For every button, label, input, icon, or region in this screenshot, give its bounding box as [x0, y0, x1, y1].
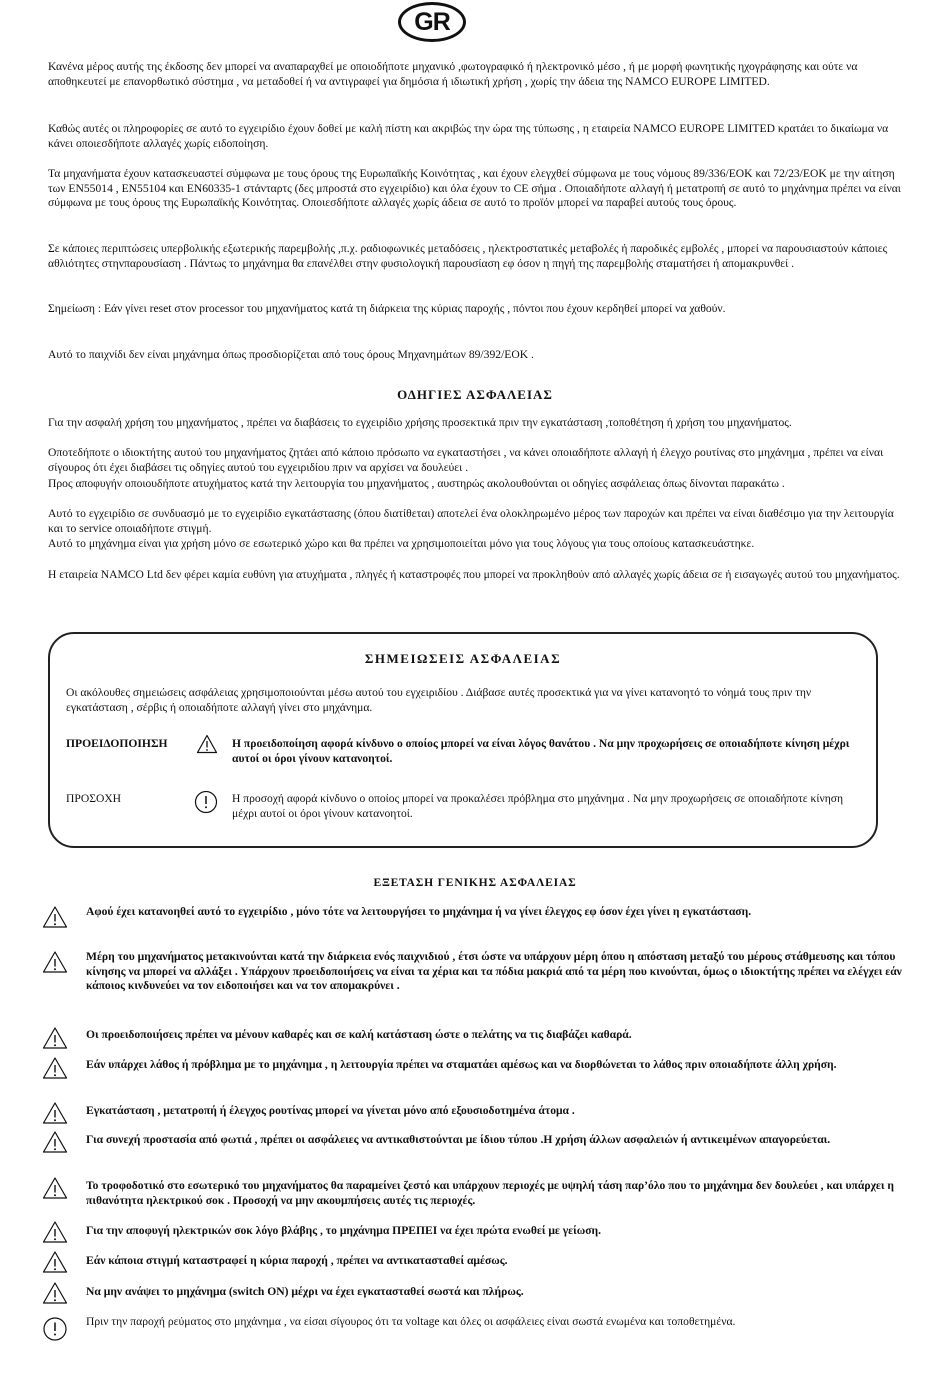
interference-paragraph: Σε κάποιες περιπτώσεις υπερβολικής εξωτερικής παρεμβολής ,π.χ. ραδιοφωνικές μεταδόσεις , ηλεκτροστατικές μεταβολές ή παροδικές εμβολές , μπορεί να παρουσιαστούν κάποιες αθλιότητες στηνπαρουσίαση . Πάντως το μηχάνημα θα επανέλθει στην φυσιολογική παρουσίαση εφ όσον η πηγή της παρεμβολής σταματήσει ή απομακρυνθεί . [48, 242, 888, 270]
warning-label: ΠΡΟΕΙΔΟΠΟΙΗΣΗ [66, 737, 168, 750]
machinery-paragraph: Αυτό το παιχνίδι δεν είναι μηχάνημα όπως προσδιορίζεται από τους όρους Μηχανημάτων 89/392/ΕΟΚ . [48, 348, 534, 361]
safety-instruction-paragraph: Αυτό το μηχάνημα είναι για χρήση μόνο σε εσωτερικό χώρο και θα πρέπει να χρησιμοποιείται μόνο για τους λόγους για τους οποίους κατασκευάστηκε. [48, 537, 755, 550]
safety-instruction-paragraph: Η εταιρεία NAMCO Ltd δεν φέρει καμία ευθύνη για ατυχήματα , πληγές ή καταστροφές που μπορεί να προκληθούν από αλλαγές χωρίς άδεια σε ή εισαγωγές αυτού του μηχανήματος. [48, 568, 900, 581]
caution-text: Η προσοχή αφορά κίνδυνο ο οποίος μπορεί να προκαλέσει πρόβλημα στο μηχάνημα . Να μην προχωρήσεις σε οποιαδήποτε κίνηση μέχρι αυτοί οι όροι γίνουν κατανοητοί. [232, 792, 844, 820]
warning-triangle-icon [42, 1101, 68, 1125]
safety-notes-box [48, 632, 878, 848]
warning-triangle-icon [42, 1250, 68, 1274]
reset-note-paragraph: Σημείωση : Εάν γίνει reset στον processor του μηχανήματος κατά τη διάρκεια της κύριας παροχής , πόντοι που έχουν κερδηθεί μπορεί να χαθούν. [48, 302, 726, 315]
warning-triangle-icon [42, 1220, 68, 1244]
warning-triangle-icon [196, 734, 218, 754]
safety-item-text: Για την αποφυγή ηλεκτρικών σοκ λόγο βλάβης , το μηχάνημα ΠΡΕΠΕΙ να έχει πρώτα ενωθεί με γείωση. [86, 1224, 601, 1237]
safety-instruction-paragraph: Αυτό το εγχειρίδιο σε συνδυασμό με το εγχειρίδιο εγκατάστασης (όπου διατίθεται) αποτελεί ένα ολοκληρωμένο μέρος των παροχών και πρέπει να είναι διαθέσιμο για την λειτουργία και το service οποιαδήποτε στιγμή. [48, 507, 894, 535]
safety-notes-title: ΣΗΜΕΙΩΣΕΙΣ ΑΣΦΑΛΕΙΑΣ [364, 651, 562, 666]
safety-item-text: Το τροφοδοτικό στο εσωτερικό του μηχανήματος θα παραμείνει ζεστό και υπάρχουν περιοχές με υψηλή τάση παρ’όλο που το μηχάνημα δεν δουλεύει , και υπάρχει η πιθανότητα ηλεκτρικού σοκ . Προσοχή να μην ακουμπήσεις αυτές τις περιοχές. [86, 1179, 894, 1207]
warning-text: Η προειδοποίηση αφορά κίνδυνο ο οποίος μπορεί να είναι λόγος θανάτου . Να μην προχωρήσεις σε οποιαδήποτε κίνηση μέχρι αυτοί οι όροι γίνουν κατανοητοί. [232, 737, 850, 765]
safety-notes-intro: Οι ακόλουθες σημειώσεις ασφάλειας χρησιμοποιούνται μέσω αυτού του εγχειριδίου . Διάβασε αυτές προσεκτικά για να γίνει κατανοητό το νόημά τους πριν την εγκατάσταση , σέρβις ή οποιαδήποτε αλλαγή γίνει στο μηχάνημα. [66, 686, 812, 714]
disclaimer-paragraph: Καθώς αυτές οι πληροφορίες σε αυτό το εγχειρίδιο έχουν δοθεί με καλή πίστη και ακριβώς την ώρα της τύπωσης , η εταιρεία NAMCO EUROPE LIMITED κρατάει το δικαίωμα να κάνει οποιεσδήποτε αλλαγές χωρίς ειδοποίηση. [48, 122, 889, 150]
caution-label: ΠΡΟΣΟΧΗ [66, 792, 122, 805]
warning-triangle-icon [42, 1056, 68, 1080]
safety-item-text: Εάν κάποια στιγμή καταστραφεί η κύρια παροχή , πρέπει να αντικατασταθεί αμέσως. [86, 1254, 508, 1267]
safety-instruction-paragraph: Οποτεδήποτε ο ιδιοκτήτης αυτού του μηχανήματος ζητάει από κάποιο πρόσωπο να εγκαταστήσει , να κάνει οποιαδήποτε αλλαγή ή έλεγχο ρουτίνας στο μηχάνημα , πρέπει να είναι σίγουρος ότι έχει διαβάσει τις οδηγίες αυτού του εγχειριδίου πριν να αρχίσει να δουλεύει . [48, 446, 884, 474]
warning-triangle-icon [42, 1176, 68, 1200]
safety-item-text: Αφού έχει κατανοηθεί αυτό το εγχειρίδιο , μόνο τότε να λειτουργήσει το μηχάνημα ή να γίνει έλεγχος εφ όσον έχει γίνει η εγκατάσταση. [86, 905, 752, 918]
warning-triangle-icon [42, 905, 68, 929]
warning-triangle-icon [42, 1281, 68, 1305]
warning-triangle-icon [42, 1130, 68, 1154]
safety-instruction-paragraph: Για την ασφαλή χρήση του μηχανήματος , πρέπει να διαβάσεις το εγχειρίδιο χρήσης προσεκτικά πριν την εγκατάσταση ,τοποθέτηση ή χρήση του μηχανήματος. [48, 416, 792, 429]
safety-item-text: Πριν την παροχή ρεύματος στο μηχάνημα , να είσαι σίγουρος ότι τα voltage και όλες οι ασφάλειες είναι σωστά ενωμένα και τοποθετημένα. [86, 1315, 736, 1328]
warning-triangle-icon [42, 1026, 68, 1050]
caution-circle-icon [42, 1316, 68, 1340]
compliance-paragraph: Τα μηχανήματα έχουν κατασκευαστεί σύμφωνα με τους όρους της Ευρωπαϊκής Κοινότητας , και έχουν ελεγχθεί σύμφωνα με τους νόμους 89/336/ΕΟΚ και 72/23/ΕΟΚ με την αίτηση των EN55014 , EN55104 και EN60335-1 στάνταρτς (δες μπροστά στο εγχειρίδιο) και όλα έχουν το CE σήμα . Οποιαδήποτε αλλαγή ή μετατροπή σε αυτό το μηχάνημα πρέπει να είναι σύμφωνα με τους όρους της Ευρωπαϊκής Κοινότητας. Οποιεσδήποτε αλλαγές χωρίς άδεια σε αυτό το προϊόν μπορεί να παραβεί αυτούς τους όρους. [48, 167, 901, 210]
safety-item-text: Να μην ανάψει το μηχάνημα (switch ON) μέχρι να έχει εγκατασταθεί σωστά και πλήρως. [86, 1285, 524, 1298]
safety-item-text: Για συνεχή προστασία από φωτιά , πρέπει οι ασφάλειες να αντικαθιστούνται με ίδιου τύπου .Η χρήση άλλων ασφαλειών ή αντικειμένων απαγορεύεται. [86, 1133, 831, 1146]
general-safety-title: ΕΞΕΤΑΣΗ ΓΕΝΙΚΗΣ ΑΣΦΑΛΕΙΑΣ [373, 876, 577, 889]
safety-item-text: Εάν υπάρχει λάθος ή πρόβλημα με το μηχάνημα , η λειτουργία πρέπει να σταματάει αμέσως και να διορθώνεται το λάθος πριν οποιαδήποτε άλλη χρήση. [86, 1058, 837, 1071]
warning-triangle-icon [42, 950, 68, 974]
safety-item-text: Μέρη του μηχανήματος μετακινούνται κατά την διάρκεια ενός παιχνιδιού , έτσι ώστε να υπάρχουν μέρη όπου η απόσταση μεταξύ του μέρους στάθμευσης και τόπου κίνησης να μπορεί να αλλάξει . Υπάρχουν προειδοποιήσεις να είναι τα χέρια και τα πόδια μακριά από τα μέρη που κινούνται, όμως ο ιδιοκτήτης πρέπει να ελέγχει εάν κάποιος κινδυνεύει να τον ειδοποιήσει και να τον απομακρύνει . [86, 950, 902, 993]
safety-instructions-title: ΟΔΗΓΙΕΣ ΑΣΦΑΛΕΙΑΣ [397, 387, 553, 402]
country-code: GR [414, 7, 450, 36]
country-badge [398, 2, 466, 42]
copyright-paragraph: Κανένα μέρος αυτής της έκδοσης δεν μπορεί να αναπαραχθεί με οποιοδήποτε μηχανικό ,φωτογραφικό ή ηλεκτρονικό μέσο , ή με μορφή φωνητικής ηχογράφησης και ούτε να αποθηκευτεί με επανορθωτικό σύστημα , να μεταδοθεί ή να αντιγραφεί για δημόσια ή ιδιωτική χρήση , χωρίς την άδεια της NAMCO EUROPE LIMITED. [48, 60, 858, 88]
caution-circle-icon [194, 790, 218, 814]
safety-item-text: Οι προειδοποιήσεις πρέπει να μένουν καθαρές και σε καλή κατάσταση ώστε ο πελάτης να τις διαβάζει καθαρά. [86, 1028, 632, 1041]
safety-item-text: Εγκατάσταση , μετατροπή ή έλεγχος ρουτίνας μπορεί να γίνεται μόνο από εξουσιοδοτημένα άτομα . [86, 1104, 575, 1117]
safety-instruction-paragraph: Προς αποφυγήν οποιουδήποτε ατυχήματος κατά την λειτουργία του μηχανήματος , αυστηρώς ακολουθούνται οι οδηγίες ασφάλειας όπως δίνονται παρακάτω . [48, 477, 785, 490]
